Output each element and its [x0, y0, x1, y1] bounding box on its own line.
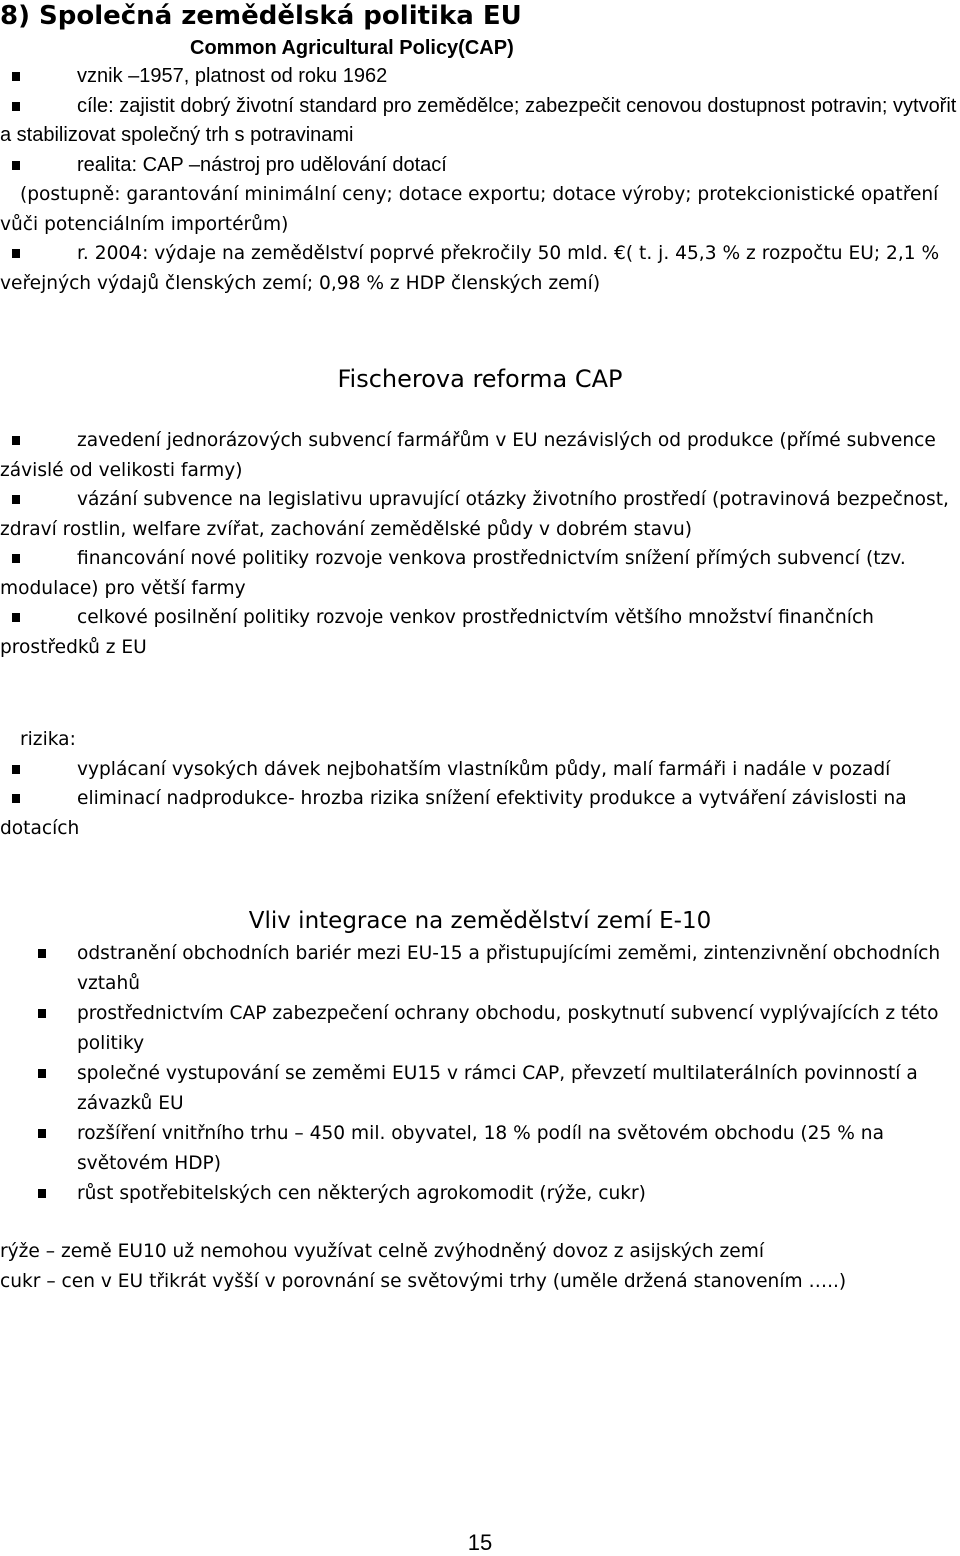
integration-item: odstranění obchodních bariér mezi EU-15 a přistupujícími zeměmi, zintenzivnění obchodních vztahů [0, 939, 960, 999]
intro-section [0, 62, 960, 298]
page-number: 15 [467, 1530, 493, 1555]
closing-line: rýže – země EU10 už nemohou využívat celně zvýhodněný dovoz z asijských zemí [0, 1241, 765, 1262]
closing-line: cukr – cen v EU třikrát vyšší v porovnání se světovými trhy (uměle držená stanovením …..) [0, 1270, 847, 1292]
integration-item: společné vystupování se zeměmi EU15 v rámci CAP, převzetí multilaterálních povinností a závazků EU [0, 1059, 960, 1119]
reform-item: zavedení jednorázových subvencí farmářům v EU nezávislých od produkce (přímé subvence závislé od velikosti farmy) [0, 430, 936, 481]
bullet-icon [38, 1069, 46, 1078]
bullet-icon [12, 102, 20, 111]
bullet-icon [12, 613, 20, 622]
bullet-icon [38, 1129, 46, 1138]
page-subheading: Common Agricultural Policy(CAP) [190, 37, 514, 59]
intro-item: cíle: zajistit dobrý životní standard pro zemědělce; zabezpečit cenovou dostupnost potravin; vytvořit a stabilizovat společný trh s potravinami [0, 94, 957, 146]
integration-item: rozšíření vnitřního trhu – 450 mil. obyvatel, 18 % podíl na světovém obchodu (25 % na světovém HDP) [0, 1119, 960, 1179]
intro-item: r. 2004: výdaje na zemědělství poprvé překročily 50 mld. €( t. j. 45,3 % z rozpočtu EU; 2,1 % veřejných výdajů členských zemí; 0,98 % z HDP členských zemí) [0, 243, 940, 294]
risk-item: eliminací nadprodukce- hrozba rizika snížení efektivity produkce a vytváření závislosti na dotacích [0, 788, 907, 839]
intro-item: realita: CAP –nástroj pro udělování dotací [0, 151, 960, 181]
intro-item: (postupně: garantování minimální ceny; dotace exportu; dotace výroby; protekcionistické opatření vůči potenciálním importérům) [0, 184, 939, 235]
reform-title: Fischerova reforma CAP [337, 365, 623, 393]
reform-item: celkové posilnění politiky rozvoje venkov prostřednictvím většího množství finančních prostředků z EU [0, 607, 874, 658]
intro-item: vznik –1957, platnost od roku 1962 [0, 62, 960, 92]
bullet-icon [38, 1189, 46, 1198]
closing-section [0, 1237, 960, 1296]
bullet-icon [38, 949, 46, 958]
bullet-icon [38, 1009, 46, 1018]
bullet-icon [12, 436, 20, 445]
bullet-icon [12, 72, 20, 81]
risks-section [0, 725, 960, 843]
integration-section [0, 939, 960, 1209]
bullet-icon [12, 249, 20, 258]
reform-item: financování nové politiky rozvoje venkova prostřednictvím snížení přímých subvencí (tzv. modulace) pro větší farmy [0, 548, 906, 599]
bullet-icon [12, 554, 20, 563]
reform-item: vázání subvence na legislativu upravující otázky životního prostředí (potravinová bezpečnost, zdraví rostlin, welfare zvířat, zachování zemědělské půdy v dobrém stavu) [0, 489, 949, 540]
page-heading: 8) Společná zemědělská politika EU [0, 1, 522, 31]
bullet-icon [12, 495, 20, 504]
risks-label: rizika: [20, 729, 76, 750]
integration-item: růst spotřebitelských cen některých agrokomodit (rýže, cukr) [0, 1179, 960, 1209]
bullet-icon [12, 161, 20, 170]
risk-item: vyplácaní vysokých dávek nejbohatším vlastníkům půdy, malí farmáři i nadále v pozadí [0, 755, 960, 785]
bullet-icon [12, 794, 20, 803]
integration-title: Vliv integrace na zemědělství zemí E-10 [248, 908, 712, 934]
bullet-icon [12, 765, 20, 774]
integration-item: prostřednictvím CAP zabezpečení ochrany obchodu, poskytnutí subvencí vyplývajících z této politiky [0, 999, 960, 1059]
reform-section [0, 426, 960, 662]
